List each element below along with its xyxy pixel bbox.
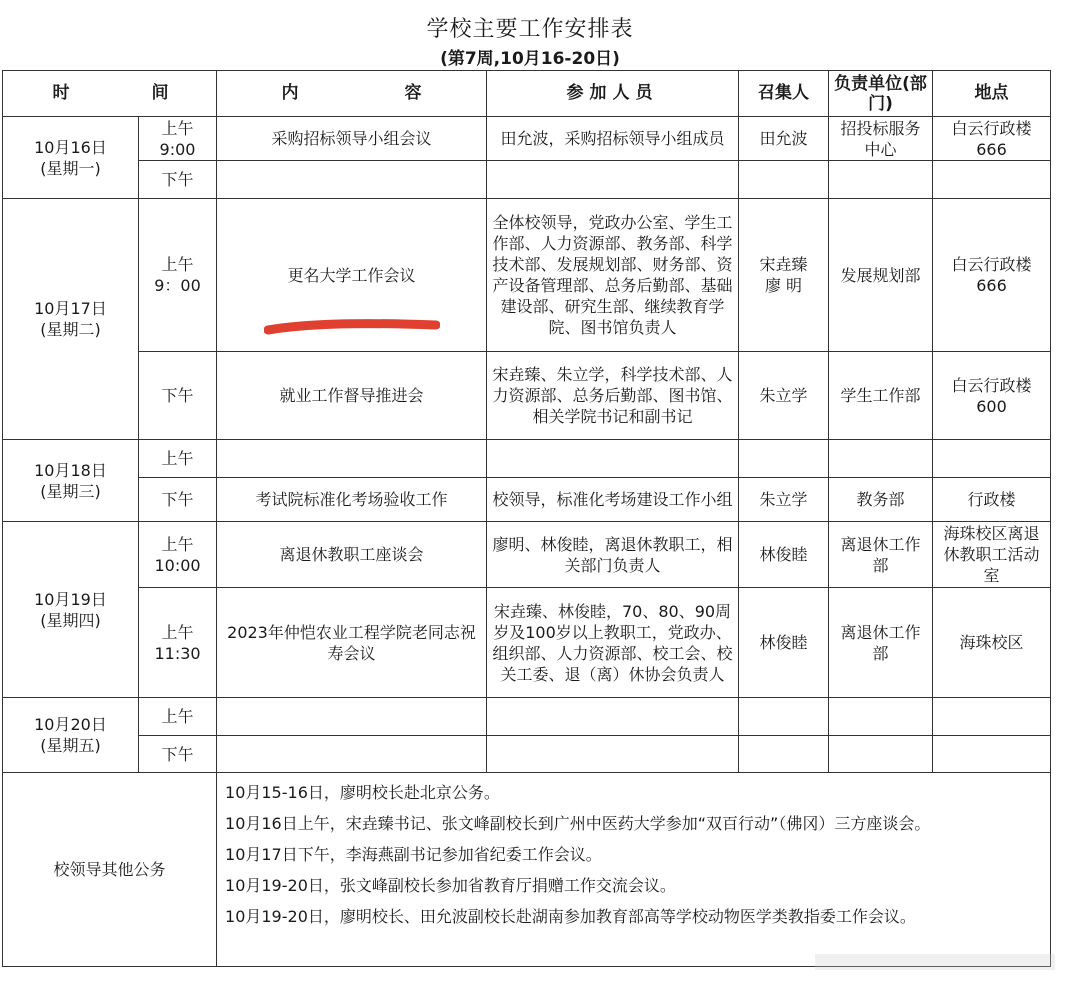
date-cell: 10月18日 (星期三) bbox=[3, 440, 139, 522]
location-cell: 行政楼 bbox=[933, 478, 1051, 522]
time-cell: 下午 bbox=[139, 736, 217, 773]
table-row bbox=[3, 117, 1051, 161]
date-cell: 10月20日 (星期五) bbox=[3, 698, 139, 773]
other-affairs-notes bbox=[217, 773, 1051, 967]
schedule-table bbox=[2, 70, 1051, 967]
table-row bbox=[3, 588, 1051, 698]
participants-cell bbox=[487, 736, 739, 773]
note-line: 10月19-20日，廖明校长、田允波副校长赴湖南参加教育部高等学校动物医学类教指委工作会议。 bbox=[225, 907, 916, 926]
location-cell bbox=[933, 161, 1051, 199]
dept-cell bbox=[829, 440, 933, 478]
content-cell: 考试院标准化考场验收工作 bbox=[217, 478, 487, 522]
location-cell: 海珠校区离退休教职工活动室 bbox=[933, 522, 1051, 588]
dept-cell: 离退休工作部 bbox=[829, 522, 933, 588]
location-cell: 白云行政楼666 bbox=[933, 117, 1051, 161]
participants-cell: 校领导，标准化考场建设工作小组 bbox=[487, 478, 739, 522]
convener-cell: 田允波 bbox=[739, 117, 829, 161]
convener-cell bbox=[739, 440, 829, 478]
time-cell: 上午 11:30 bbox=[139, 588, 217, 698]
note-line: 10月16日上午，宋垚臻书记、张文峰副校长到广州中医药大学参加“双百行动”（佛冈）三方座谈会。 bbox=[225, 814, 931, 833]
participants-cell bbox=[487, 698, 739, 736]
participants-cell: 全体校领导，党政办公室、学生工作部、人力资源部、教务部、科学技术部、发展规划部、财务部、资产设备管理部、总务后勤部、基础建设部、研究生部、继续教育学院、图书馆负责人 bbox=[487, 199, 739, 352]
time-cell: 下午 bbox=[139, 161, 217, 199]
table-row bbox=[3, 440, 1051, 478]
content-cell bbox=[217, 440, 487, 478]
table-row bbox=[3, 698, 1051, 736]
table-row bbox=[3, 478, 1051, 522]
date-cell: 10月19日 (星期四) bbox=[3, 522, 139, 698]
red-underline-mark bbox=[264, 318, 440, 336]
location-cell bbox=[933, 440, 1051, 478]
table-row bbox=[3, 736, 1051, 773]
dept-cell: 教务部 bbox=[829, 478, 933, 522]
content-cell: 离退休教职工座谈会 bbox=[217, 522, 487, 588]
table-row bbox=[3, 199, 1051, 352]
participants-cell: 田允波，采购招标领导小组成员 bbox=[487, 117, 739, 161]
content-cell: 更名大学工作会议 bbox=[217, 199, 487, 352]
date-cell: 10月17日 (星期二) bbox=[3, 199, 139, 440]
header-row bbox=[3, 71, 1051, 117]
participants-cell: 廖明、林俊睦，离退休教职工，相关部门负责人 bbox=[487, 522, 739, 588]
dept-cell bbox=[829, 698, 933, 736]
col-header-participants: 参加人员 bbox=[487, 71, 739, 117]
col-header-content: 内 容 bbox=[217, 71, 487, 117]
time-cell: 下午 bbox=[139, 352, 217, 440]
convener-cell bbox=[739, 161, 829, 199]
table-row bbox=[3, 522, 1051, 588]
col-header-time: 时 间 bbox=[3, 71, 217, 117]
convener-cell bbox=[739, 736, 829, 773]
convener-cell: 林俊睦 bbox=[739, 522, 829, 588]
location-cell bbox=[933, 736, 1051, 773]
content-cell bbox=[217, 161, 487, 199]
note-line: 10月17日下午，李海燕副书记参加省纪委工作会议。 bbox=[225, 845, 602, 864]
convener-cell: 林俊睦 bbox=[739, 588, 829, 698]
note-line: 10月15-16日，廖明校长赴北京公务。 bbox=[225, 783, 500, 802]
content-cell: 就业工作督导推进会 bbox=[217, 352, 487, 440]
time-cell: 下午 bbox=[139, 478, 217, 522]
other-affairs-row bbox=[3, 773, 1051, 967]
page-title: 学校主要工作安排表 bbox=[426, 17, 634, 42]
time-cell: 上午 bbox=[139, 440, 217, 478]
convener-cell: 宋垚臻 廖 明 bbox=[739, 199, 829, 352]
convener-cell bbox=[739, 698, 829, 736]
watermark-decoration bbox=[815, 948, 1055, 976]
page-subtitle: (第7周,10月16-20日) bbox=[440, 49, 620, 69]
content-cell bbox=[217, 736, 487, 773]
content-cell: 采购招标领导小组会议 bbox=[217, 117, 487, 161]
col-header-convener: 召集人 bbox=[739, 71, 829, 117]
participants-cell: 宋垚臻、林俊睦，70、80、90周岁及100岁以上教职工，党政办、组织部、人力资源部、校工会、校关工委、退（离）休协会负责人 bbox=[487, 588, 739, 698]
content-cell bbox=[217, 698, 487, 736]
time-cell: 上午 9:00 bbox=[139, 117, 217, 161]
convener-cell: 朱立学 bbox=[739, 352, 829, 440]
note-line: 10月19-20日，张文峰副校长参加省教育厅捐赠工作交流会议。 bbox=[225, 876, 676, 895]
dept-cell: 发展规划部 bbox=[829, 199, 933, 352]
date-cell: 10月16日 (星期一) bbox=[3, 117, 139, 199]
location-cell: 白云行政楼600 bbox=[933, 352, 1051, 440]
dept-cell: 招投标服务中心 bbox=[829, 117, 933, 161]
other-affairs-label: 校领导其他公务 bbox=[3, 773, 217, 967]
dept-cell: 学生工作部 bbox=[829, 352, 933, 440]
col-header-location: 地点 bbox=[933, 71, 1051, 117]
table-row bbox=[3, 352, 1051, 440]
table-row bbox=[3, 161, 1051, 199]
participants-cell bbox=[487, 440, 739, 478]
participants-cell: 宋垚臻、朱立学，科学技术部、人力资源部、总务后勤部、图书馆、相关学院书记和副书记 bbox=[487, 352, 739, 440]
time-cell: 上午 10:00 bbox=[139, 522, 217, 588]
location-cell: 海珠校区 bbox=[933, 588, 1051, 698]
dept-cell bbox=[829, 161, 933, 199]
time-cell: 上午 9：00 bbox=[139, 199, 217, 352]
participants-cell bbox=[487, 161, 739, 199]
content-cell: 2023年仲恺农业工程学院老同志祝寿会议 bbox=[217, 588, 487, 698]
location-cell bbox=[933, 698, 1051, 736]
dept-cell bbox=[829, 736, 933, 773]
col-header-dept: 负责单位(部门) bbox=[829, 71, 933, 117]
convener-cell: 朱立学 bbox=[739, 478, 829, 522]
location-cell: 白云行政楼666 bbox=[933, 199, 1051, 352]
time-cell: 上午 bbox=[139, 698, 217, 736]
dept-cell: 离退休工作部 bbox=[829, 588, 933, 698]
